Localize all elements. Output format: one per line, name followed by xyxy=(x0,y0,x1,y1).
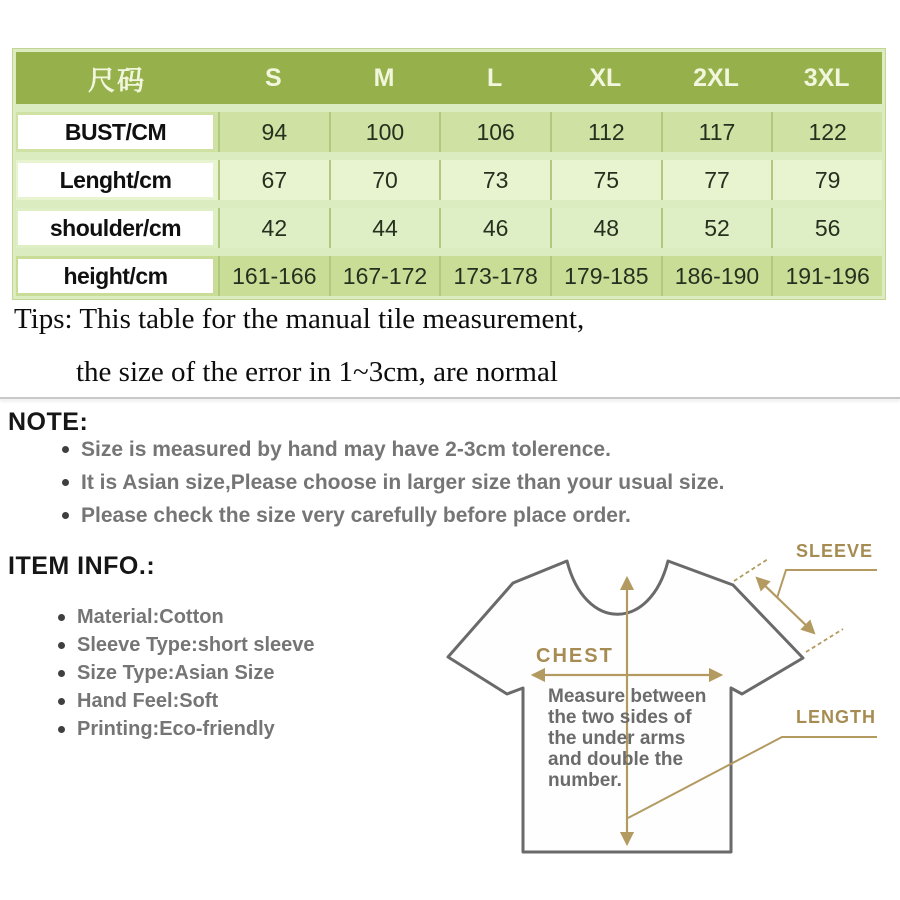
note-list xyxy=(62,438,724,537)
cell-value: 48 xyxy=(550,208,661,248)
length-label: LENGTH xyxy=(796,707,876,727)
row-label: BUST/CM xyxy=(18,115,213,149)
bullet-icon xyxy=(58,642,65,649)
row-label-cell xyxy=(16,112,218,152)
header-cell-s: S xyxy=(264,63,282,92)
bullet-icon xyxy=(62,512,69,519)
item-info-item xyxy=(58,634,315,657)
bullet-icon xyxy=(58,670,65,677)
note-item-text: Size is measured by hand may have 2-3cm tolerence. xyxy=(81,438,611,461)
tips-line-1: Tips: This table for the manual tile measurement, xyxy=(14,303,585,335)
cell-value: 179-185 xyxy=(550,256,661,296)
cell-value: 106 xyxy=(439,112,550,152)
note-item xyxy=(62,438,724,462)
row-label: shoulder/cm xyxy=(18,211,213,245)
cell-value: 56 xyxy=(771,208,882,248)
cell-value: 122 xyxy=(771,112,882,152)
item-info-item xyxy=(58,662,315,685)
item-info-list xyxy=(58,606,315,746)
chest-note-line: the two sides of xyxy=(548,707,692,728)
cell-value: 186-190 xyxy=(661,256,772,296)
chest-label: CHEST xyxy=(536,645,614,667)
item-info-text: Printing:Eco-friendly xyxy=(77,718,275,740)
cell-value: 42 xyxy=(218,208,329,248)
chest-note-line: the under arms xyxy=(548,728,686,749)
table-row-bust xyxy=(16,112,882,152)
chest-measure-note xyxy=(548,686,738,791)
tips-line-2: the size of the error in 1~3cm, are normal xyxy=(76,356,558,388)
bullet-icon xyxy=(58,614,65,621)
row-label-cell xyxy=(16,160,218,200)
item-info-text: Material:Cotton xyxy=(77,606,224,628)
cell-value: 77 xyxy=(661,160,772,200)
item-info-text: Hand Feel:Soft xyxy=(77,690,219,712)
row-label-cell xyxy=(16,208,218,248)
item-info-text: Sleeve Type:short sleeve xyxy=(77,634,315,656)
note-item-text: It is Asian size,Please choose in larger size than your usual size. xyxy=(81,471,725,494)
row-label: height/cm xyxy=(18,259,213,293)
note-item xyxy=(62,471,724,495)
table-row-length xyxy=(16,160,882,200)
bullet-icon xyxy=(62,446,69,453)
bullet-icon xyxy=(58,726,65,733)
item-info-item xyxy=(58,606,315,629)
chest-note-line: number. xyxy=(548,770,622,791)
cell-value: 173-178 xyxy=(439,256,550,296)
cell-value: 52 xyxy=(661,208,772,248)
row-label-cell xyxy=(16,256,218,296)
chest-note-line: Measure between xyxy=(548,686,707,707)
header-cell-2xl: 2XL xyxy=(693,63,739,92)
chest-note-line: and double the xyxy=(548,749,684,770)
cell-value: 94 xyxy=(218,112,329,152)
item-info-item xyxy=(58,718,315,741)
cell-value: 67 xyxy=(218,160,329,200)
cell-value: 73 xyxy=(439,160,550,200)
cell-value: 112 xyxy=(550,112,661,152)
item-info-heading: ITEM INFO.: xyxy=(8,552,156,580)
cell-value: 46 xyxy=(439,208,550,248)
item-info-item xyxy=(58,690,315,713)
sleeve-dash-top xyxy=(734,559,768,581)
bullet-icon xyxy=(62,479,69,486)
cell-value: 70 xyxy=(329,160,440,200)
section-divider xyxy=(0,397,900,399)
cell-value: 75 xyxy=(550,160,661,200)
table-row-height xyxy=(16,256,882,296)
sleeve-label: SLEEVE xyxy=(796,541,874,561)
note-item xyxy=(62,504,724,528)
header-cell-xl: XL xyxy=(589,63,622,92)
sleeve-dash-bottom xyxy=(806,629,843,652)
note-heading: NOTE: xyxy=(8,408,89,436)
header-cell-m: M xyxy=(373,63,395,92)
cell-value: 161-166 xyxy=(218,256,329,296)
sleeve-leader-line xyxy=(777,570,877,598)
cell-value: 79 xyxy=(771,160,882,200)
size-table-header-row xyxy=(16,52,882,104)
item-info-text: Size Type:Asian Size xyxy=(77,662,275,684)
cell-value: 191-196 xyxy=(771,256,882,296)
cell-value: 117 xyxy=(661,112,772,152)
header-cell-3xl: 3XL xyxy=(803,63,850,92)
bullet-icon xyxy=(58,698,65,705)
cell-value: 100 xyxy=(329,112,440,152)
size-table xyxy=(12,48,886,300)
note-item-text: Please check the size very carefully before place order. xyxy=(81,504,631,527)
header-cell-l: L xyxy=(487,63,503,92)
table-row-shoulder xyxy=(16,208,882,248)
header-cell-size: 尺码 xyxy=(88,65,146,96)
cell-value: 44 xyxy=(329,208,440,248)
row-label: Lenght/cm xyxy=(18,163,213,197)
cell-value: 167-172 xyxy=(329,256,440,296)
